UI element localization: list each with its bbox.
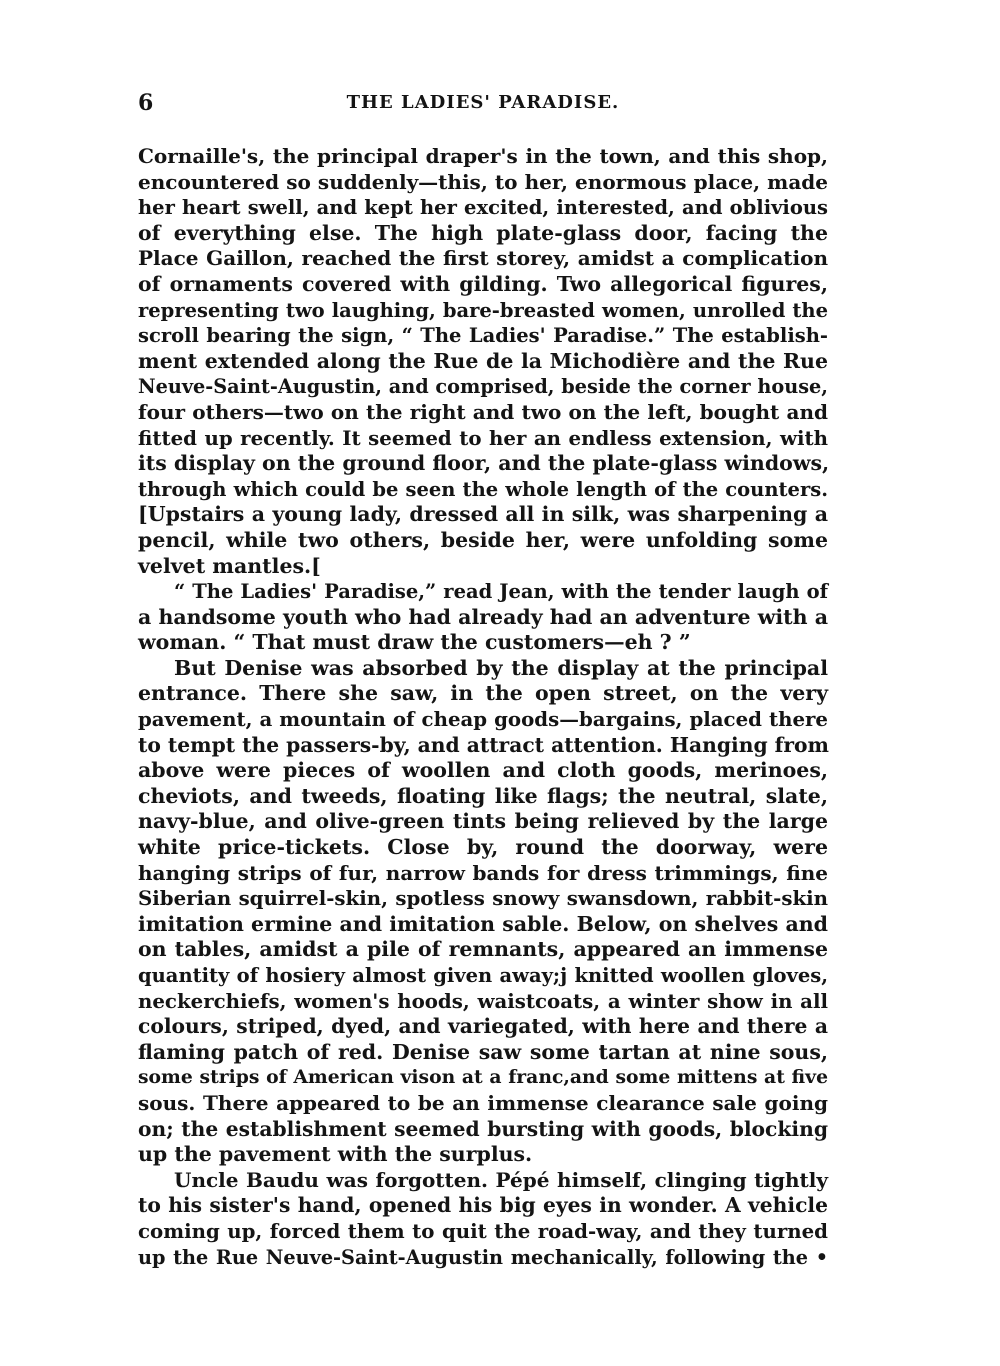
- text-line: Neuve-Saint-Augustin, and comprised, beside the corner house,: [138, 375, 828, 399]
- text-line: But Denise was absorbed by the display at the principal: [174, 655, 828, 680]
- text-line: Cornaille's, the principal draper's in the town, and this shop,: [138, 144, 828, 168]
- text-line: imitation ermine and imitation sable. Below, on shelves and: [138, 911, 828, 936]
- text-line: Place Gaillon, reached the first storey, amidst a complication: [138, 246, 828, 271]
- text-line: encountered so suddenly—this, to her, enormous place, made: [138, 169, 828, 194]
- text-line: pencil, while two others, beside her, were unfolding some: [138, 527, 828, 552]
- page-header: [138, 90, 828, 120]
- text-line: through which could be seen the whole length of the counters.: [138, 477, 828, 501]
- text-line: fitted up recently. It seemed to her an endless extension, with: [138, 425, 828, 450]
- text-line: velvet mantles.[: [138, 553, 321, 578]
- text-line: entrance. There she saw, in the open street, on the very: [138, 681, 828, 706]
- text-line: [Upstairs a young lady, dressed all in silk, was sharpening a: [138, 502, 828, 527]
- text-line: its display on the ground floor, and the plate-glass windows,: [138, 451, 830, 476]
- text-line: up the pavement with the surplus.: [138, 1142, 533, 1167]
- text-line: four others—two on the right and two on the left, bought and: [138, 399, 828, 424]
- running-head: THE LADIES' PARADISE.: [346, 92, 620, 113]
- text-line: a handsome youth who had already had an adventure with a: [138, 604, 828, 629]
- page-number: 6: [138, 90, 154, 116]
- text-line: scroll bearing the sign, “ The Ladies' Paradise.” The establish-: [138, 324, 828, 348]
- text-line: above were pieces of woollen and cloth goods, merinoes,: [138, 758, 828, 783]
- text-line: hanging strips of fur, narrow bands for dress trimmings, fine: [138, 860, 828, 885]
- text-line: up the Rue Neuve-Saint-Augustin mechanically, following the •: [138, 1245, 828, 1269]
- text-line: on tables, amidst a pile of remnants, appeared an immense: [138, 937, 828, 962]
- text-line: some strips of American vison at a franc,and some mittens at five: [138, 1066, 828, 1089]
- text-line: colours, striped, dyed, and variegated, with here and there a: [138, 1014, 828, 1039]
- text-line: representing two laughing, bare-breasted women, unrolled the: [138, 298, 828, 322]
- text-line: navy-blue, and olive-green tints being relieved by the large: [138, 809, 828, 834]
- text-line: pavement, a mountain of cheap goods—bargains, placed there: [138, 707, 828, 732]
- text-line: of ornaments covered with gilding. Two allegorical figures,: [138, 271, 828, 296]
- text-line: Siberian squirrel-skin, spotless snowy swansdown, rabbit-skin: [138, 886, 828, 911]
- text-line: Uncle Baudu was forgotten. Pépé himself, clinging tightly: [174, 1167, 828, 1192]
- text-line: on; the establishment seemed bursting with goods, blocking: [138, 1116, 828, 1141]
- text-line: neckerchiefs, women's hoods, waistcoats, a winter show in all: [138, 988, 828, 1013]
- text-line: to his sister's hand, opened his big eyes in wonder. A vehicle: [138, 1193, 828, 1218]
- text-line: sous. There appeared to be an immense clearance sale going: [138, 1090, 828, 1115]
- text-line: of everything else. The high plate-glass door, facing the: [138, 220, 828, 245]
- text-line: to tempt the passers-by, and attract attention. Hanging from: [138, 732, 829, 757]
- text-line: “ The Ladies' Paradise,” read Jean, with the tender laugh of: [174, 580, 828, 604]
- text-line: cheviots, and tweeds, floating like flags; the neutral, slate,: [138, 783, 828, 808]
- text-line: quantity of hosiery almost given away;j knitted woollen gloves,: [138, 964, 828, 987]
- body-text: [138, 144, 828, 1270]
- text-line: flaming patch of red. Denise saw some tartan at nine sous,: [138, 1039, 828, 1064]
- text-line: woman. “ That must draw the customers—eh ? ”: [138, 630, 691, 655]
- text-line: white price-tickets. Close by, round the doorway, were: [138, 835, 828, 860]
- text-line: coming up, forced them to quit the road-way, and they turned: [138, 1218, 828, 1243]
- text-line: her heart swell, and kept her excited, interested, and oblivious: [138, 196, 828, 220]
- text-line: ment extended along the Rue de la Michodière and the Rue: [138, 348, 828, 373]
